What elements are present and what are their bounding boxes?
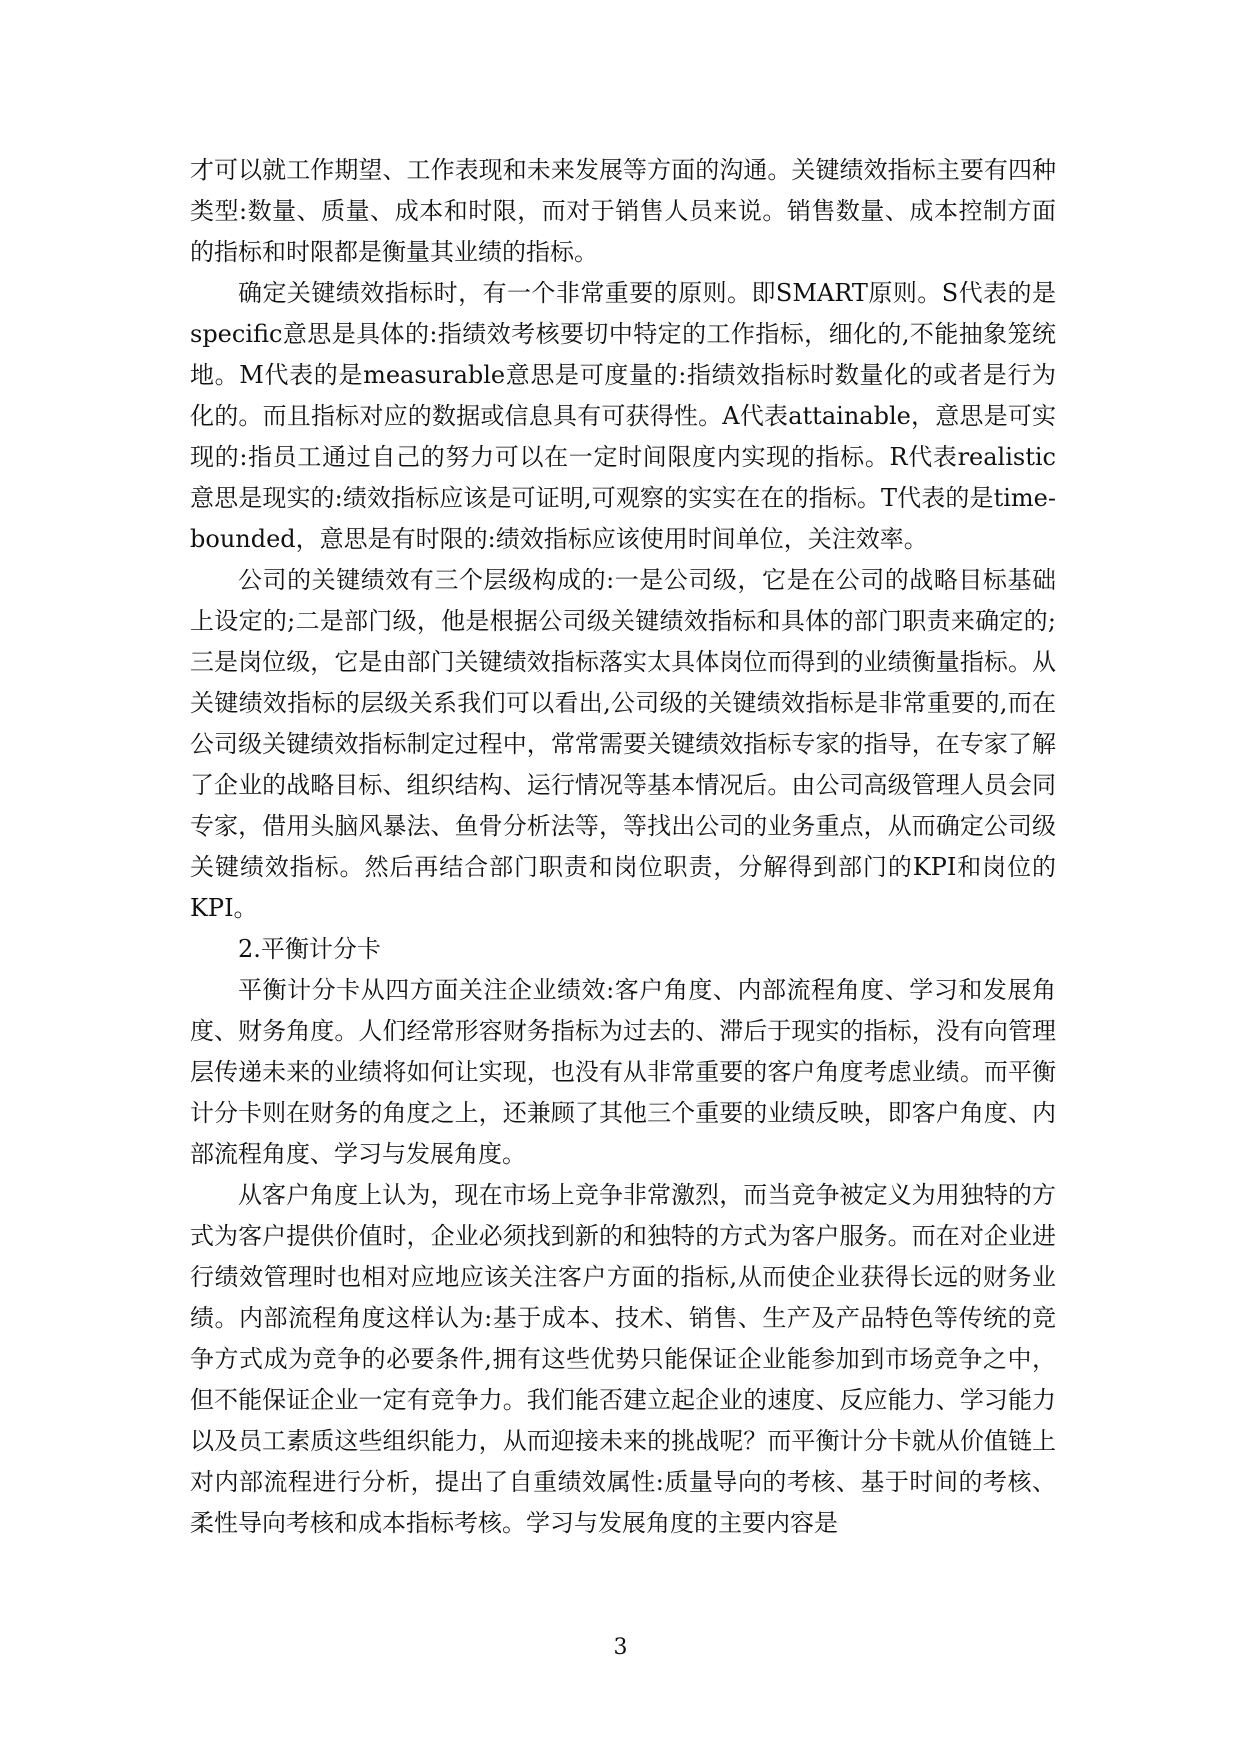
paragraph-4: 平衡计分卡从四方面关注企业绩效:客户角度、内部流程角度、学习和发展角度、财务角度。人们经常形容财务指标为过去的、滞后于现实的指标，没有向管理层传递未来的业绩将如何让实现，也没有从非常重要的客户角度考虑业绩。而平衡计分卡则在财务的角度之上，还兼顾了其他三个重要的业绩反映，即客户角度、内部流程角度、学习与发展角度。: [190, 976, 1056, 1168]
paragraph-5: 从客户角度上认为，现在市场上竞争非常激烈，而当竞争被定义为用独特的方式为客户提供价值时，企业必须找到新的和独特的方式为客户服务。而在对企业进行绩效管理时也相对应地应该关注客户方面的指标,从而使企业获得长远的财务业绩。内部流程角度这样认为:基于成本、技术、销售、生产及产品特色等传统的竞争方式成为竞争的必要条件,拥有这些优势只能保证企业能参加到市场竞争之中，但不能保证企业一定有竞争力。我们能否建立起企业的速度、反应能力、学习能力以及员工素质这些组织能力，从而迎接未来的挑战呢？而平衡计分卡就从价值链上对内部流程进行分析，提出了自重绩效属性:质量导向的考核、基于时间的考核、柔性导向考核和成本指标考核。学习与发展角度的主要内容是: [190, 1181, 1056, 1537]
paragraph-3: 公司的关键绩效有三个层级构成的:一是公司级，它是在公司的战略目标基础上设定的;二是部门级，他是根据公司级关键绩效指标和具体的部门职责来确定的;三是岗位级，它是由部门关键绩效指标落实太具体岗位而得到的业绩衡量指标。从关键绩效指标的层级关系我们可以看出,公司级的关键绩效指标是非常重要的,而在公司级关键绩效指标制定过程中，常常需要关键绩效指标专家的指导，在专家了解了企业的战略目标、组织结构、运行情况等基本情况后。由公司高级管理人员会同专家，借用头脑风暴法、鱼骨分析法等，等找出公司的业务重点，从而确定公司级关键绩效指标。然后再结合部门职责和岗位职责，分解得到部门的KPI和岗位的KPI。: [190, 566, 1056, 922]
page-content: [190, 150, 1056, 1544]
section-heading: 2.平衡计分卡: [238, 935, 381, 963]
page-number: 3: [613, 1635, 628, 1660]
paragraph-2: 确定关键绩效指标时，有一个非常重要的原则。即SMART原则。S代表的是specific意思是具体的:指绩效考核要切中特定的工作指标，细化的,不能抽象笼统地。M代表的是measurable意思是可度量的:指绩效指标时数量化的或者是行为化的。而且指标对应的数据或信息具有可获得性。A代表attainable，意思是可实现的:指员工通过自己的努力可以在一定时间限度内实现的指标。R代表realistic意思是现实的:绩效指标应该是可证明,可观察的实实在在的指标。T代表的是time-bounded，意思是有时限的:绩效指标应该使用时间单位，关注效率。: [190, 279, 1056, 553]
paragraph-1: 才可以就工作期望、工作表现和未来发展等方面的沟通。关键绩效指标主要有四种类型:数量、质量、成本和时限，而对于销售人员来说。销售数量、成本控制方面的指标和时限都是衡量其业绩的指标。: [190, 156, 1056, 266]
